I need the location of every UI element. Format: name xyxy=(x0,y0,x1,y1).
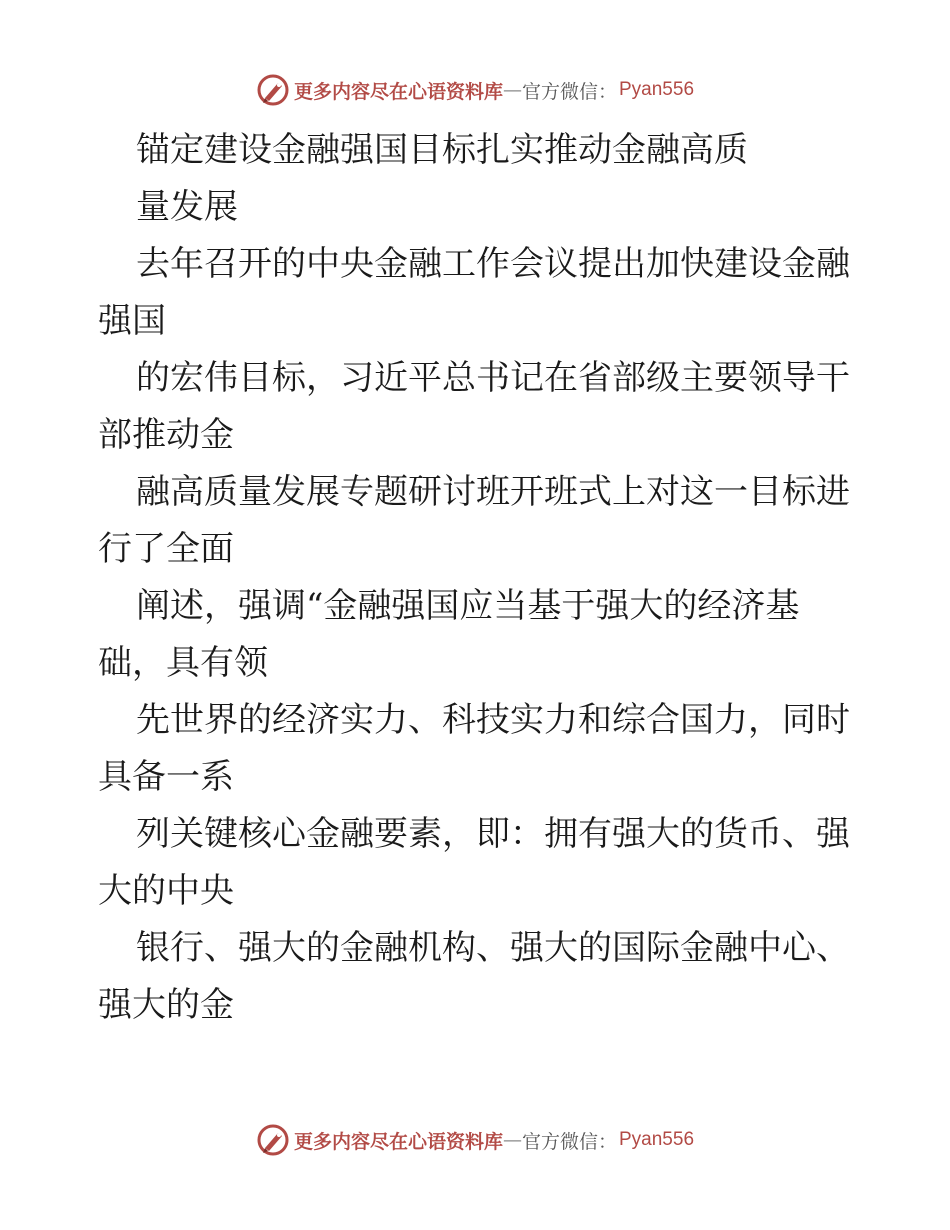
banner-wechat-label: 官方微信： xyxy=(521,80,617,103)
paragraph-line: 强国 xyxy=(98,301,166,341)
header-watermark-banner xyxy=(0,70,950,110)
banner-wechat-id: Pyan556 xyxy=(619,1129,695,1150)
pen-logo-icon xyxy=(256,1123,290,1157)
paragraph-line: 的宏伟目标，习近平总书记在省部级主要领导干 xyxy=(136,358,850,398)
banner-separator: — xyxy=(502,79,522,101)
paragraph-line: 先世界的经济实力、科技实力和综合国力，同时 xyxy=(136,700,850,740)
paragraph-line: 强大的金 xyxy=(98,985,234,1025)
banner-site-text: 更多内容尽在心语资料库 xyxy=(293,80,503,103)
document-body xyxy=(98,122,858,1034)
paragraph-line: 部推动金 xyxy=(98,415,234,455)
pen-logo-icon xyxy=(256,73,290,107)
paragraph-line: 融高质量发展专题研讨班开班式上对这一目标进 xyxy=(136,472,850,512)
banner-site-text: 更多内容尽在心语资料库 xyxy=(293,1130,503,1153)
paragraph-line: 银行、强大的金融机构、强大的国际金融中心、 xyxy=(136,928,850,968)
paragraph-line: 列关键核心金融要素，即：拥有强大的货币、强 xyxy=(136,814,850,854)
banner-separator: — xyxy=(502,1129,522,1151)
paragraph-line: 阐述，强调“金融强国应当基于强大的经济基 xyxy=(136,586,800,626)
paragraph-line: 大的中央 xyxy=(98,871,234,911)
title-line-2: 量发展 xyxy=(136,187,238,227)
banner-wechat-label: 官方微信： xyxy=(521,1130,617,1153)
banner-wechat-id: Pyan556 xyxy=(619,79,695,100)
paragraph-line: 行了全面 xyxy=(98,529,234,569)
title-line-1: 锚定建设金融强国目标扎实推动金融高质 xyxy=(136,130,748,170)
footer-watermark-banner xyxy=(0,1120,950,1160)
paragraph-line: 础，具有领 xyxy=(98,643,268,683)
paragraph-line: 具备一系 xyxy=(98,757,234,797)
paragraph-line: 去年召开的中央金融工作会议提出加快建设金融 xyxy=(136,244,850,284)
